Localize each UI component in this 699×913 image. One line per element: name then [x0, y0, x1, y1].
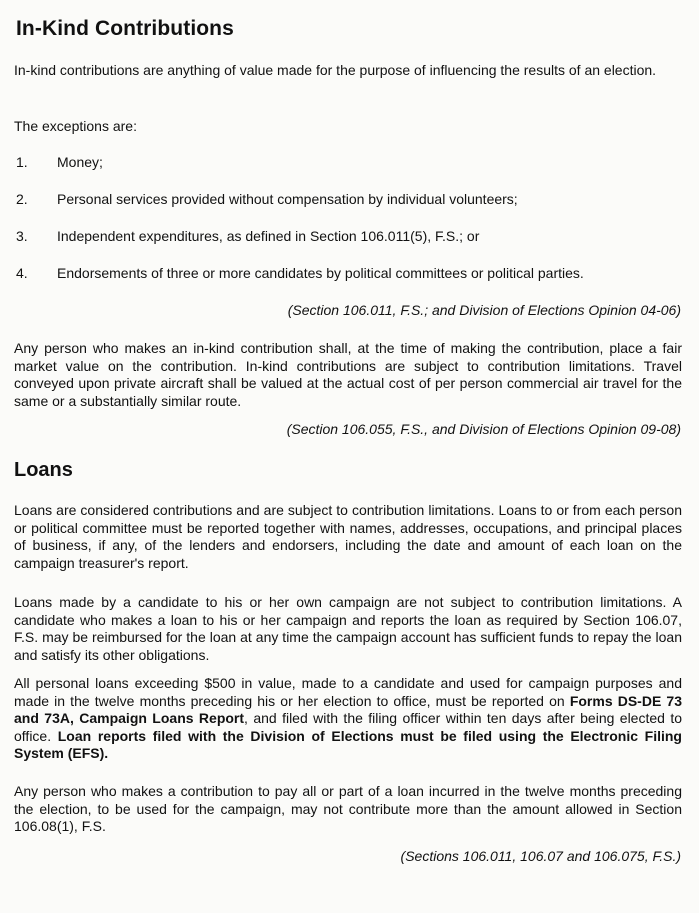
citation-loans: (Sections 106.011, 106.07 and 106.075, F.S.): [400, 848, 681, 864]
loans-paragraph-1: Loans are considered contributions and are subject to contribution limitations. Loans to or from each person or political committee must be reported together with names, addresses, occupations, and principal places of business, if any, of the lenders and endorsers, including the date and amount of each loan on the campaign treasurer's report.: [14, 502, 682, 571]
list-item: [16, 154, 103, 170]
citation-in-kind: (Section 106.011, F.S.; and Division of Elections Opinion 04-06): [287, 302, 681, 318]
list-item-number: 2.: [16, 191, 28, 207]
citation-in-kind-2: (Section 106.055, F.S., and Division of Elections Opinion 09-08): [286, 421, 681, 437]
loans-paragraph-3-text-2: , and filed with the filing officer within ten days after being elected to office.: [14, 710, 682, 744]
list-item: [16, 228, 479, 244]
loans-paragraph-2: Loans made by a candidate to his or her own campaign are not subject to contribution limitations. A candidate who makes a loan to his or her campaign and reports the loan as required by Section 106.07, F.S. may be reimbursed for the loan at any time the campaign account has sufficient funds to repay the loan and satisfy its other obligations.: [14, 594, 682, 663]
exceptions-label: The exceptions are:: [14, 118, 137, 134]
list-item-number: 1.: [16, 154, 28, 170]
loans-heading: Loans: [14, 459, 73, 481]
forms-reference: Forms DS-DE 73 and 73A, Campaign Loans Report: [14, 692, 682, 726]
list-item-number: 3.: [16, 228, 28, 244]
loans-paragraph-4: Any person who makes a contribution to pay all or part of a loan incurred in the twelve months preceding the election, to be used for the campaign, may not contribute more than the amount allowed in Section 106.08(1), F.S.: [14, 783, 682, 834]
list-item-text: Endorsements of three or more candidates by political committees or political parties.: [57, 265, 584, 281]
list-item-text: Money;: [57, 154, 103, 170]
list-item-text: Independent expenditures, as defined in Section 106.011(5), F.S.; or: [57, 228, 480, 244]
loans-paragraph-3: [14, 675, 682, 763]
list-item-number: 4.: [16, 265, 28, 281]
list-item: [16, 265, 584, 281]
loans-paragraph-3-text: All personal loans exceeding $500 in value, made to a candidate and used for campaign purposes and made in the twelve months preceding his or her election to office, must be reported on: [14, 675, 682, 709]
efs-requirement: Loan reports filed with the Division of Elections must be filed using the Electronic Filing System (EFS).: [14, 727, 682, 761]
list-item: [16, 191, 518, 207]
in-kind-heading: In-Kind Contributions: [16, 17, 234, 40]
list-item-text: Personal services provided without compensation by individual volunteers;: [57, 191, 518, 207]
in-kind-intro: In-kind contributions are anything of value made for the purpose of influencing the results of an election.: [14, 62, 657, 78]
in-kind-paragraph: Any person who makes an in-kind contribution shall, at the time of making the contribution, place a fair market value on the contribution. In-kind contributions are subject to contribution limitations. Travel conveyed upon private aircraft shall be valued at the actual cost of per person commercial air travel for the same or a substantially similar route.: [14, 340, 682, 409]
